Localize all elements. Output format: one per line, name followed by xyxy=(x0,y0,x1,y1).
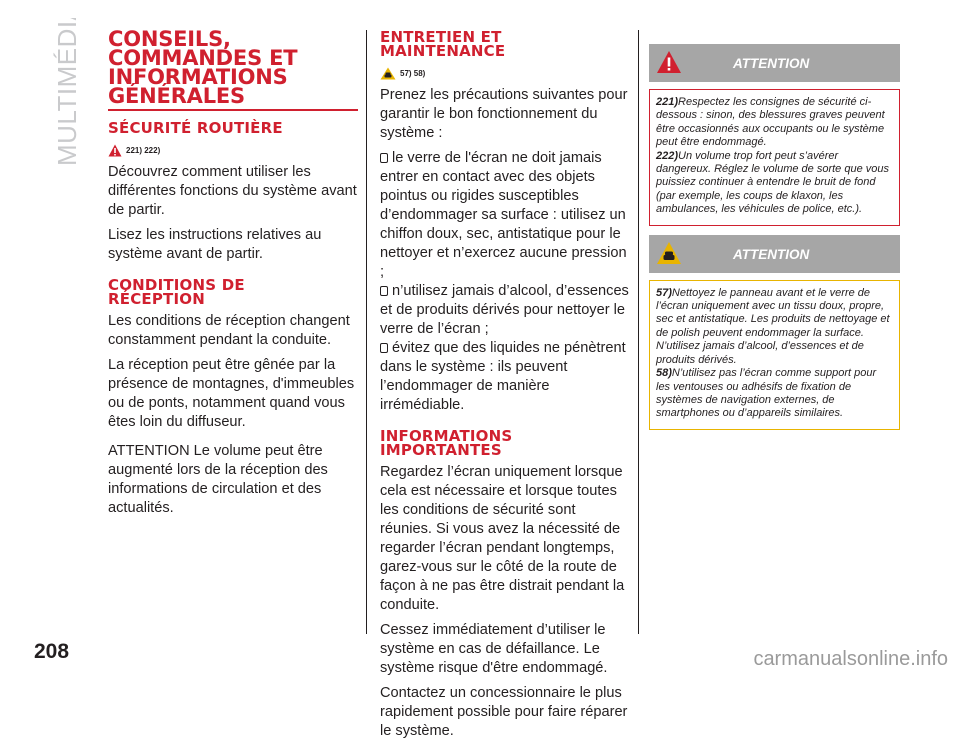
main-heading-line: INFORMATIONS xyxy=(108,65,288,89)
warning-header xyxy=(649,235,900,273)
list-item xyxy=(380,282,630,339)
section-heading-line: CONDITIONS DE xyxy=(108,276,245,294)
list-item xyxy=(380,149,630,282)
side-tab-graphic xyxy=(0,18,94,168)
car-warning-icon xyxy=(656,241,682,265)
paragraph: Cessez immédiatement d’utiliser le système en cas de défaillance. Le système risque d'être endommagé. xyxy=(380,622,608,676)
main-heading-line: CONSEILS, xyxy=(108,27,231,51)
checkbox-bullet-icon xyxy=(380,343,388,353)
column-3 xyxy=(649,44,900,430)
note-number: 221) xyxy=(656,96,679,108)
list-item xyxy=(380,339,630,415)
column-1 xyxy=(108,27,358,524)
paragraph: Découvrez comment utiliser les différentes fonctions du système avant de partir. xyxy=(108,164,357,218)
note-text: Respectez les consignes de sécurité ci-dessous : sinon, des blessures graves peuvent être occasionnés aux occupants ou le système peut être endommagé. xyxy=(656,96,885,149)
warning-refs-text: 221) 222) xyxy=(126,145,161,155)
side-tab-label: MULTIMÉDIA xyxy=(52,18,82,166)
warning-refs xyxy=(380,64,630,82)
paragraph: Lisez les instructions relatives au système avant de partir. xyxy=(108,227,322,262)
checkbox-bullet-icon xyxy=(380,286,388,296)
paragraph: Contactez un concessionnaire le plus rapidement possible pour faire réparer le système. xyxy=(380,685,628,739)
note-number: 58) xyxy=(656,367,672,380)
note-text: N’utilisez pas l’écran comme support pour les ventouses ou adhésifs de fixation de systèmes de navigation externes, de smartphones ou d’appareils similaires. xyxy=(656,367,877,420)
warning-refs-text: 57) 58) xyxy=(400,68,426,78)
main-heading-line: GÉNÉRALES xyxy=(108,84,245,108)
warning-triangle-icon xyxy=(108,144,122,157)
column-divider xyxy=(638,30,639,634)
warning-body xyxy=(649,280,900,430)
note-number: 222) xyxy=(656,149,679,162)
note-number: 57) xyxy=(656,286,672,299)
section-heading-important xyxy=(380,429,630,457)
paragraph: Regardez l’écran uniquement lorsque cela est nécessaire et lorsque toutes les conditions de sécurité sont réunies. Si vous avez la nécessité de regarder l’écran pendant longtemps, garez-vous sur le côté de la route de façon à ne pas être distrait pendant la conduite. xyxy=(380,464,625,613)
car-warning-icon xyxy=(380,67,396,80)
page-number: 208 xyxy=(34,640,70,663)
section-heading-line: INFORMATIONS xyxy=(380,427,513,445)
main-heading xyxy=(108,27,358,108)
warning-title: ATTENTION xyxy=(733,56,810,71)
paragraph: La réception peut être gênée par la présence de montagnes, d'immeubles ou de ponts, notamment quand vous êtes loin du diffuseur. xyxy=(108,357,355,430)
list-item-text: évitez que des liquides ne pénètrent dans le système : ils peuvent l’endommager de manière irrémédiable. xyxy=(380,340,626,413)
main-heading-line: COMMANDES ET xyxy=(108,46,298,70)
warning-note xyxy=(656,96,892,150)
warning-note xyxy=(656,150,892,217)
paragraph: Prenez les précautions suivantes pour garantir le bon fonctionnement du système : xyxy=(380,87,628,141)
paragraph: Les conditions de réception changent constamment pendant la conduite. xyxy=(108,313,350,348)
warning-title: ATTENTION xyxy=(733,246,810,262)
section-heading-line: MAINTENANCE xyxy=(380,42,506,60)
checkbox-bullet-icon xyxy=(380,153,388,163)
warning-note xyxy=(656,287,892,367)
warning-header xyxy=(649,44,900,82)
paragraph: ATTENTION Le volume peut être augmenté lors de la réception des informations de circulation et des actualités. xyxy=(108,443,328,516)
warning-body xyxy=(649,89,900,226)
note-text: Nettoyez le panneau avant et le verre de l’écran uniquement avec un tissu doux, propre, sec et antistatique. Les produits de nettoyage et de polish peuvent endommager la surface. N’utilisez jamais d’alcool, d’essences et de produits dérivés. xyxy=(656,286,890,366)
warning-note xyxy=(656,367,892,421)
section-heading-reception xyxy=(108,278,358,306)
section-heading-line: ENTRETIEN ET xyxy=(380,28,502,46)
column-2 xyxy=(380,30,630,747)
section-heading-line: RÉCEPTION xyxy=(108,290,205,308)
list-item-text: n’utilisez jamais d’alcool, d’essences et de produits dérivés pour nettoyer le verre de l’écran ; xyxy=(380,283,629,337)
warning-refs xyxy=(108,141,358,159)
heading-rule xyxy=(108,109,358,111)
column-divider xyxy=(366,30,367,634)
section-heading-line: IMPORTANTES xyxy=(380,441,502,459)
note-text: Un volume trop fort peut s’avérer dangereux. Réglez le volume de sorte que vous puissiez continuer à entendre le bruit de fond (par exemple, les coups de klaxon, les ambulances, les véhicules de police, etc.). xyxy=(656,149,889,216)
warning-triangle-icon xyxy=(656,50,682,74)
side-tab xyxy=(0,18,94,168)
footer-watermark: carmanualsonline.info xyxy=(753,648,948,670)
section-heading-road-safety: SÉCURITÉ ROUTIÈRE xyxy=(108,119,283,137)
list-item-text: le verre de l'écran ne doit jamais entrer en contact avec des objets pointus ou rigides susceptibles d’endommager sa surface : utilisez un chiffon doux, sec, antistatique pour le nettoyer et n’exercez aucune pression ; xyxy=(380,150,627,280)
section-heading-maintenance xyxy=(380,30,630,58)
